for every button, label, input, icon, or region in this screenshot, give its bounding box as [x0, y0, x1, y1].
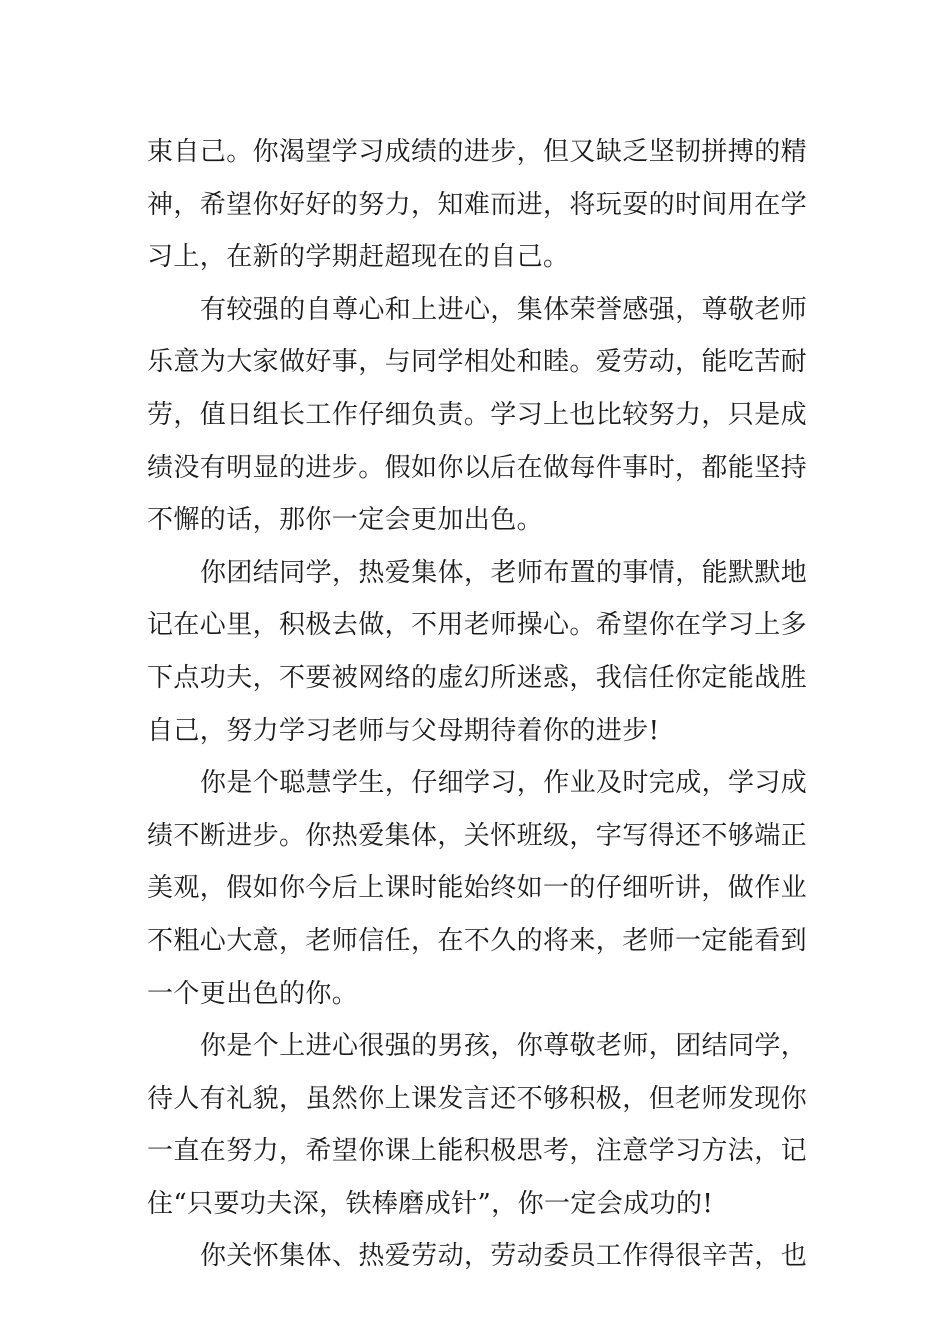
- paragraph-2-line-3: 劳，值日组长工作仔细负责。学习上也比较努力，只是成: [147, 399, 808, 430]
- paragraph-2-line-4: 绩没有明显的进步。假如你以后在做每件事时，都能坚持: [147, 452, 808, 483]
- paragraph-4-line-5: 一个更出色的你。: [147, 978, 359, 1009]
- paragraph-4-line-1: 你是个聪慧学生，仔细学习，作业及时完成，学习成: [200, 768, 808, 799]
- paragraph-2-line-2: 乐意为大家做好事，与同学相处和睦。爱劳动，能吃苦耐: [147, 347, 808, 378]
- paragraph-1-line-3: 习上，在新的学期赶超现在的自己。: [147, 242, 570, 273]
- paragraph-3-line-4: 自己，努力学习老师与父母期待着你的进步!: [147, 715, 660, 746]
- paragraph-4-line-3: 美观，假如你今后上课时能始终如一的仔细听讲，做作业: [147, 873, 808, 904]
- paragraph-2-line-5: 不懈的话，那你一定会更加出色。: [147, 505, 544, 536]
- paragraph-5-line-2: 待人有礼貌，虽然你上课发言还不够积极，但老师发现你: [147, 1083, 808, 1114]
- paragraph-3-line-1: 你团结同学，热爱集体，老师布置的事情，能默默地: [200, 557, 808, 588]
- paragraph-4-line-2: 绩不断进步。你热爱集体，关怀班级，字写得还不够端正: [147, 820, 808, 851]
- paragraph-5-line-3: 一直在努力，希望你课上能积极思考，注意学习方法，记: [147, 1136, 808, 1167]
- paragraph-5-line-4: 住“只要功夫深，铁棒磨成针”，你一定会成功的!: [147, 1188, 714, 1219]
- paragraph-2-line-1: 有较强的自尊心和上进心，集体荣誉感强，尊敬老师: [200, 294, 808, 325]
- paragraph-3-line-2: 记在心里，积极去做，不用老师操心。希望你在学习上多: [147, 610, 808, 641]
- paragraph-3-line-3: 下点功夫，不要被网络的虚幻所迷惑，我信任你定能战胜: [147, 662, 808, 693]
- paragraph-1-line-1: 束自己。你渴望学习成绩的进步，但又缺乏坚韧拼搏的精: [147, 137, 808, 167]
- paragraph-5-line-1: 你是个上进心很强的男孩，你尊敬老师，团结同学，: [200, 1031, 808, 1062]
- paragraph-1-line-2: 神，希望你好好的努力，知难而进，将玩耍的时间用在学: [147, 189, 808, 220]
- paragraph-4-line-4: 不粗心大意，老师信任，在不久的将来，老师一定能看到: [147, 925, 808, 956]
- document-body: [147, 126, 807, 1283]
- paragraph-6-line-1: 你关怀集体、热爱劳动，劳动委员工作得很辛苦，也: [200, 1241, 808, 1272]
